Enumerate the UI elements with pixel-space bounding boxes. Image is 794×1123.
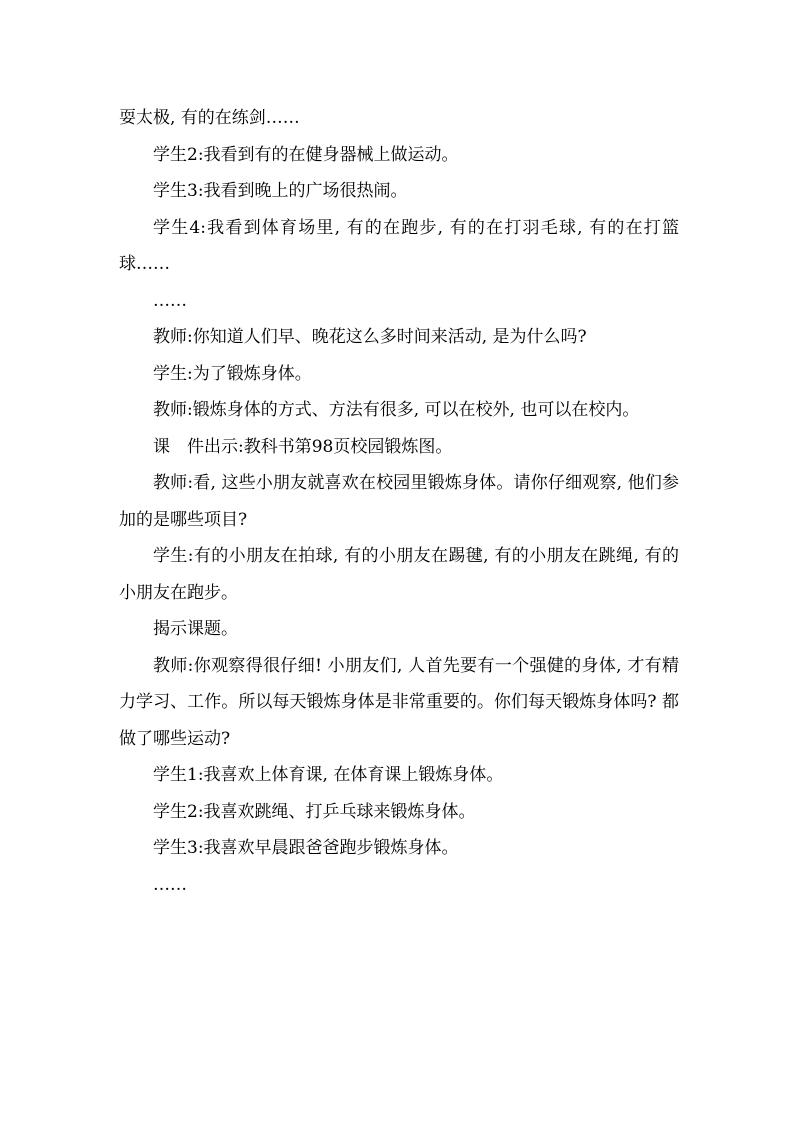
paragraph-teacher-observe: 教师:看, 这些小朋友就喜欢在校园里锻炼身体。请你仔细观察, 他们参加的是哪些项目?	[119, 473, 679, 530]
paragraph-student3-run: 学生3:我喜欢早晨跟爸爸跑步锻炼身体。	[153, 838, 459, 858]
paragraph-teacher-praise: 教师:你观察得很仔细! 小朋友们, 人首先要有一个强健的身体, 才有精力学习、工作。所以每天锻炼身体是非常重要的。你们每天锻炼身体吗? 都做了哪些运动?	[119, 655, 679, 749]
paragraph-student2-jump: 学生2:我喜欢跳绳、打乒乓球来锻炼身体。	[153, 801, 476, 822]
paragraph-student-projects: 学生:有的小朋友在拍球, 有的小朋友在踢毽, 有的小朋友在跳绳, 有的小朋友在跑步。	[119, 546, 679, 603]
paragraph-ellipsis: ……	[153, 290, 187, 311]
paragraph-courseware: 课 件出示:教科书第98页校园锻炼图。	[153, 436, 453, 457]
paragraph-student-answer: 学生:为了锻炼身体。	[153, 363, 312, 384]
paragraph-student1-pe: 学生1:我喜欢上体育课, 在体育课上锻炼身体。	[153, 765, 504, 785]
paragraph-final-ellipsis: ……	[153, 874, 187, 895]
paragraph-student4-stadium: 学生4:我看到体育场里, 有的在跑步, 有的在打羽毛球, 有的在打篮球……	[119, 217, 679, 274]
paragraph-continuation: 耍太极, 有的在练剑……	[119, 108, 300, 128]
paragraph-student2-fitness: 学生2:我看到有的在健身器械上做运动。	[153, 144, 459, 165]
document-body	[119, 100, 679, 903]
paragraph-student3-square: 学生3:我看到晚上的广场很热闹。	[153, 181, 408, 201]
paragraph-teacher-question: 教师:你知道人们早、晚花这么多时间来活动, 是为什么吗?	[153, 327, 587, 347]
paragraph-teacher-methods: 教师:锻炼身体的方式、方法有很多, 可以在校外, 也可以在校内。	[153, 400, 640, 420]
paragraph-reveal-topic: 揭示课题。	[153, 619, 238, 639]
